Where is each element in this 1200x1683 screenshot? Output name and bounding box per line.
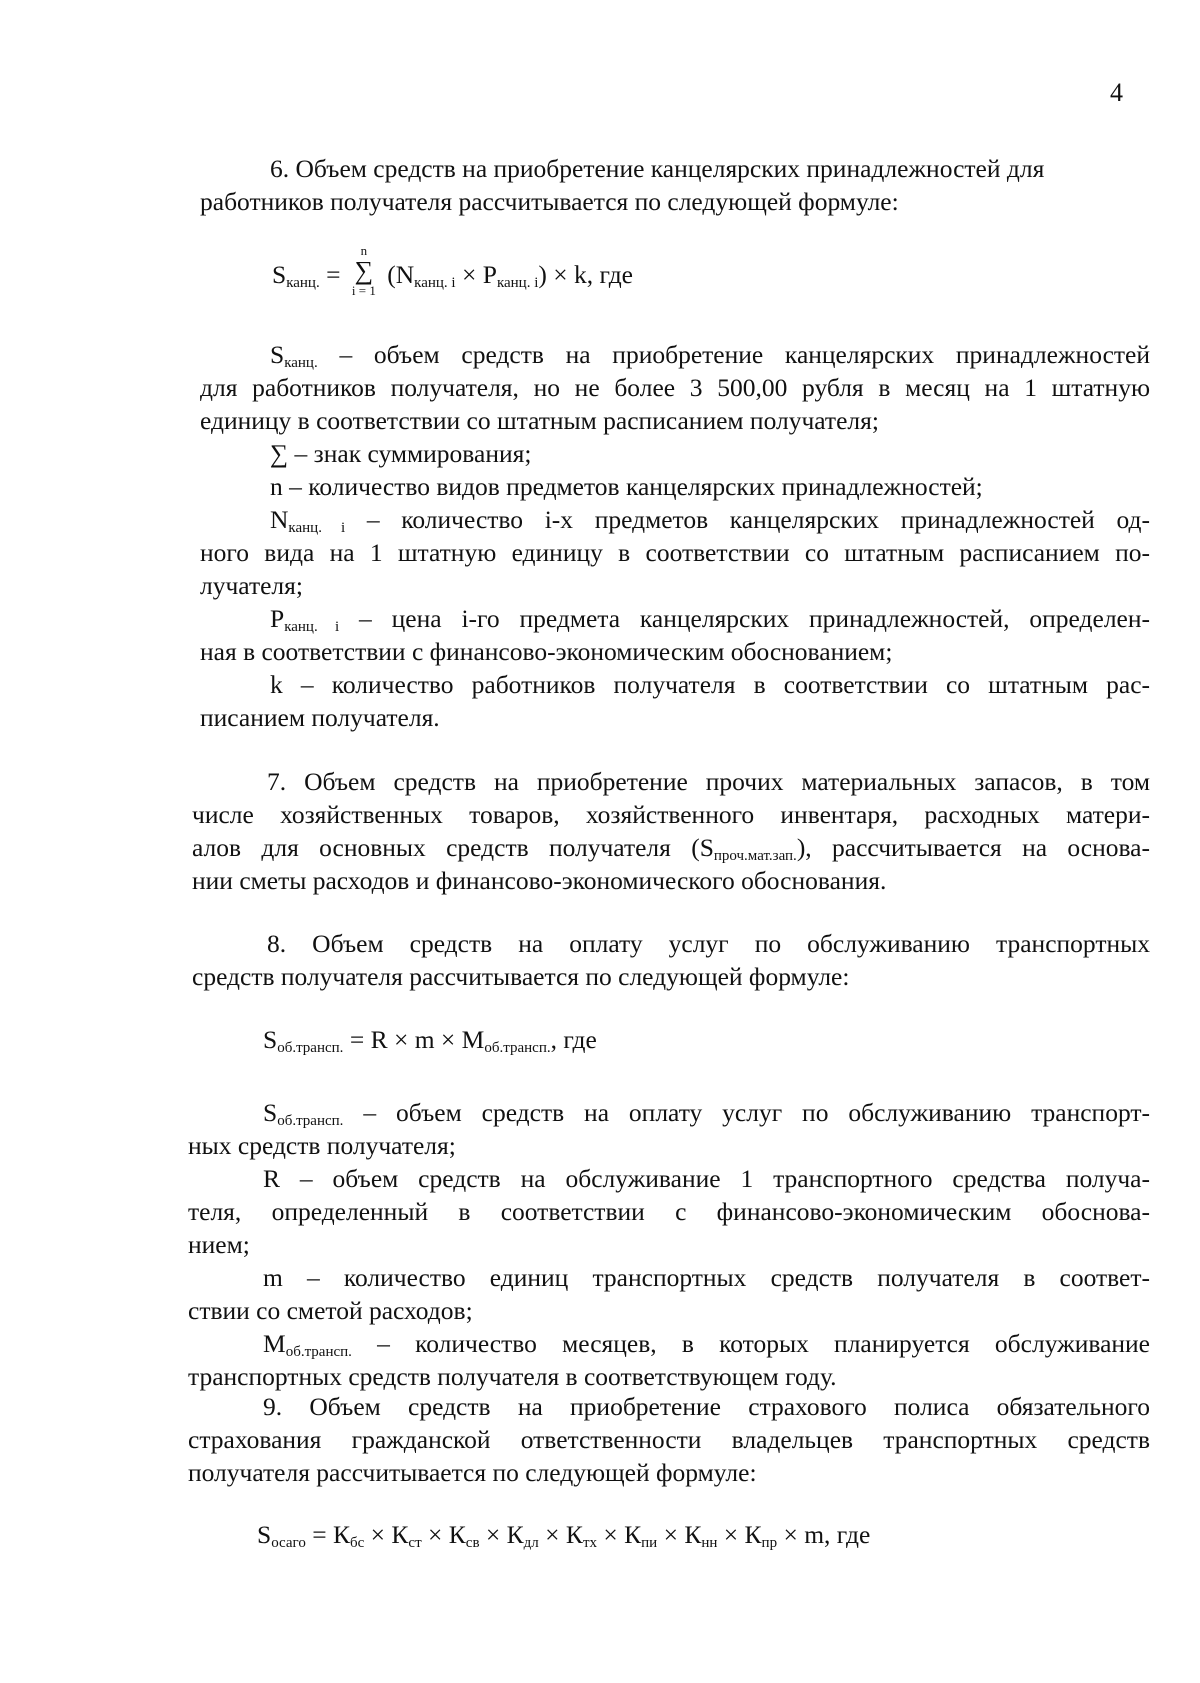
formula-lhs-sub: канц. bbox=[286, 274, 320, 291]
section8-formula bbox=[263, 1025, 597, 1055]
s8-def1-line1 bbox=[188, 1096, 1150, 1129]
page-number: 4 bbox=[1110, 78, 1123, 107]
section7-line3-b: ), рассчитывается на основа- bbox=[796, 833, 1150, 862]
s8-def4-symbol: M bbox=[263, 1329, 286, 1358]
section6-intro-line1: 6. Объем средств на приобретение канцелярских принадлежностей для bbox=[270, 154, 1045, 183]
formula8-m-sub: об.трансп. bbox=[484, 1040, 551, 1056]
s8-def3-line2: ствии со сметой расходов; bbox=[188, 1296, 473, 1325]
s8-def1-symbol-sub: об.трансп. bbox=[277, 1113, 344, 1129]
formula8-lhs: S bbox=[263, 1025, 278, 1054]
formula9-t2: × К bbox=[364, 1520, 409, 1549]
def4-text1: – количество i-х предметов канцелярских принадлежностей од- bbox=[366, 505, 1150, 534]
def4-symbol: N bbox=[270, 505, 289, 534]
formula9-t7: × К bbox=[657, 1520, 702, 1549]
def2: ∑ – знак суммирования; bbox=[270, 439, 532, 468]
formula9-s7: нн bbox=[701, 1535, 718, 1551]
def1-line3: единицу в соответствии со штатным расписанием получателя; bbox=[200, 406, 879, 435]
formula9-s8: пр bbox=[761, 1535, 778, 1551]
s8-def1-text1: – объем средств на оплату услуг по обслуживанию транспорт- bbox=[363, 1098, 1151, 1127]
formula-p: P bbox=[482, 259, 497, 289]
section7-line2: числе хозяйственных товаров, хозяйственного инвентаря, расходных матери- bbox=[192, 800, 1150, 829]
section7-line3-sub: проч.мат.зап. bbox=[713, 848, 797, 864]
formula9-t6: × К bbox=[597, 1520, 642, 1549]
def5-text1: – цена i-го предмета канцелярских принадлежностей, определен- bbox=[359, 604, 1150, 633]
section6-intro bbox=[200, 152, 1150, 218]
section7-line3 bbox=[192, 831, 1150, 864]
s8-def1-symbol: S bbox=[263, 1098, 278, 1127]
formula9-t3: × К bbox=[421, 1520, 466, 1549]
s8-def1-line2: ных средств получателя; bbox=[188, 1131, 456, 1160]
def1-symbol: S bbox=[270, 340, 285, 369]
formula-lhs: S bbox=[272, 259, 287, 289]
formula9-tail: × m, где bbox=[777, 1520, 871, 1549]
def6-line2: писанием получателя. bbox=[200, 703, 440, 732]
formula9-s5: тх bbox=[582, 1535, 597, 1551]
formula9-lhs-sub: осаго bbox=[271, 1535, 306, 1551]
def1-line2: для работников получателя, но не более 3 500,00 рубля в месяц на 1 штатную bbox=[200, 373, 1150, 402]
formula-eq: = bbox=[326, 259, 341, 289]
def6-line1: k – количество работников получателя в соответствии со штатным рас- bbox=[270, 670, 1150, 699]
formula-close: ) × k, где bbox=[538, 259, 633, 289]
def1-text1: – объем средств на приобретение канцелярских принадлежностей bbox=[339, 340, 1150, 369]
formula9-s1: бс bbox=[349, 1535, 365, 1551]
section9-line3: получателя рассчитывается по следующей формуле: bbox=[188, 1458, 757, 1487]
def4-symbol-sub: канц. i bbox=[288, 520, 346, 536]
s8-def2-line3: нием; bbox=[188, 1230, 250, 1259]
s8-def3-line1: m – количество единиц транспортных средств получателя в соответ- bbox=[263, 1263, 1150, 1292]
section7-line3-a: алов для основных средств получателя (S bbox=[192, 833, 714, 862]
section9 bbox=[188, 1390, 1150, 1489]
section6-definitions bbox=[200, 338, 1150, 734]
section6-intro-line2: работников получателя рассчитывается по следующей формуле: bbox=[200, 187, 899, 216]
formula9-t1: = К bbox=[305, 1520, 350, 1549]
sum-lower-limit: i = 1 bbox=[351, 283, 376, 298]
formula-p-sub: канц. i bbox=[496, 274, 539, 291]
formula9-t5: × К bbox=[538, 1520, 583, 1549]
s8-def2-line2: теля, определенный в соответствии с финансово-экономическим обоснова- bbox=[188, 1197, 1150, 1226]
s8-def2-line1: R – объем средств на обслуживание 1 транспортного средства получа- bbox=[263, 1164, 1150, 1193]
def5-line1 bbox=[200, 602, 1150, 635]
section7-line1: 7. Объем средств на приобретение прочих материальных запасов, в том bbox=[267, 767, 1150, 796]
s8-def4-line1 bbox=[188, 1327, 1150, 1360]
def5-symbol: P bbox=[270, 604, 285, 633]
section8-intro-line2: средств получателя рассчитывается по следующей формуле: bbox=[192, 962, 850, 991]
def4-line2: ного вида на 1 штатную единицу в соответствии со штатным расписанием по- bbox=[200, 538, 1150, 567]
section8-intro bbox=[192, 927, 1150, 993]
formula9-s4: дл bbox=[523, 1535, 539, 1551]
formula-n-sub: канц. i bbox=[414, 274, 456, 291]
def5-symbol-sub: канц. i bbox=[284, 619, 340, 635]
formula9-s3: св bbox=[465, 1535, 480, 1551]
section6-formula bbox=[272, 243, 633, 304]
def1-symbol-sub: канц. bbox=[284, 355, 318, 371]
sum-upper-limit: n bbox=[360, 243, 368, 258]
formula8-lhs-sub: об.трансп. bbox=[277, 1040, 344, 1056]
section7 bbox=[192, 765, 1150, 897]
formula8-mid: = R × m × M bbox=[343, 1025, 485, 1054]
section8-intro-line1: 8. Объем средств на оплату услуг по обслуживанию транспортных bbox=[267, 929, 1150, 958]
s8-def4-symbol-sub: об.трансп. bbox=[285, 1344, 352, 1360]
sum-sign: ∑ bbox=[354, 256, 374, 285]
formula8-tail: , где bbox=[550, 1025, 597, 1054]
section9-formula bbox=[257, 1520, 870, 1550]
section9-line2: страхования гражданской ответственности владельцев транспортных средств bbox=[188, 1425, 1150, 1454]
section9-line1: 9. Объем средств на приобретение страхового полиса обязательного bbox=[263, 1392, 1150, 1421]
formula-times: × bbox=[461, 259, 477, 289]
formula-n: (N bbox=[387, 259, 415, 289]
s8-def4-text1: – количество месяцев, в которых планируется обслуживание bbox=[377, 1329, 1151, 1358]
formula9-s6: пи bbox=[641, 1535, 658, 1551]
formula9-t4: × К bbox=[479, 1520, 524, 1549]
s8-def4-line2: транспортных средств получателя в соответствующем году. bbox=[188, 1362, 837, 1391]
formula9-lhs: S bbox=[257, 1520, 272, 1549]
def4-line1 bbox=[200, 503, 1150, 536]
formula9-s2: ст bbox=[408, 1535, 422, 1551]
formula9-t8: × К bbox=[717, 1520, 762, 1549]
def5-line2: ная в соответствии с финансово-экономическим обоснованием; bbox=[200, 637, 893, 666]
section7-line4: нии сметы расходов и финансово-экономического обоснования. bbox=[192, 866, 887, 895]
section8-definitions bbox=[188, 1096, 1150, 1393]
def3: n – количество видов предметов канцелярских принадлежностей; bbox=[270, 472, 983, 501]
summation-operator bbox=[347, 244, 381, 298]
def4-line3: лучателя; bbox=[200, 571, 303, 600]
def1-line1 bbox=[200, 338, 1150, 371]
